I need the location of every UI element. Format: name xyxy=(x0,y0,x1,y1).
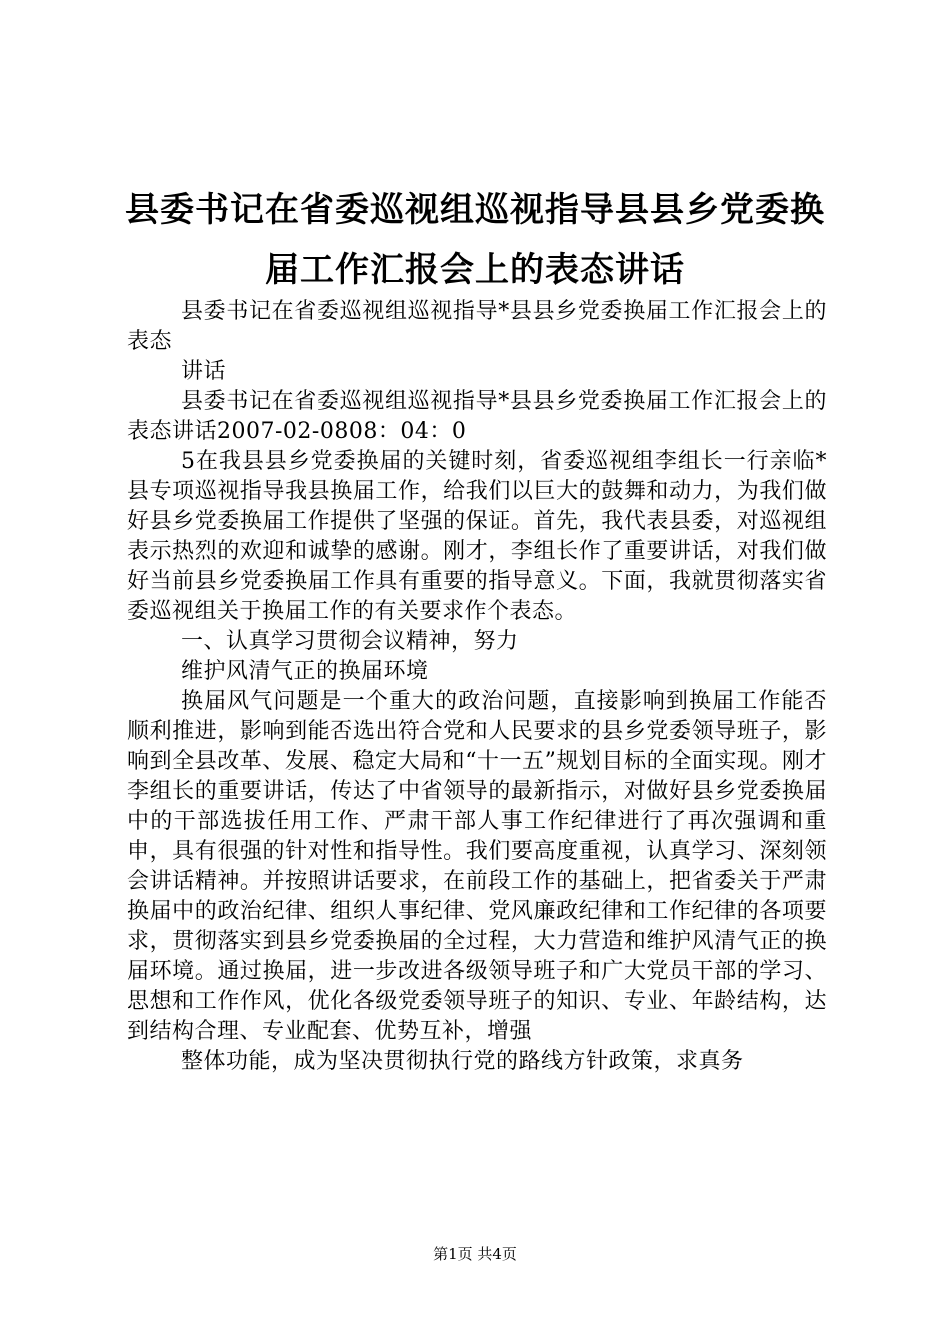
document-title-line-1: 县委书记在省委巡视组巡视指导县县乡党委换 xyxy=(125,190,825,230)
paragraph: 换届风气问题是一个重大的政治问题，直接影响到换届工作能否顺利推进，影响到能否选出符合党和人民要求的县乡党委领导班子，影响到全县改革、发展、稳定大局和“十一五”规划目标的全面实现。刚才李组长的重要讲话，传达了中省领导的最新指示，对做好县乡党委换届中的干部选拔任用工作、严肃干部人事工作纪律进行了再次强调和重申，具有很强的针对性和指导性。我们要高度重视，认真学习、深刻领会讲话精神。并按照讲话要求，在前段工作的基础上，把省委关于严肃换届中的政治纪律、组织人事纪律、党风廉政纪律和工作纪律的各项要求，贯彻落实到县乡党委换届的全过程，大力营造和维护风清气正的换届环境。通过换届，进一步改进各级领导班子和广大党员干部的学习、思想和工作作风，优化各级党委领导班子的知识、专业、年龄结构，达到结构合理、专业配套、优势互补，增强 xyxy=(127,689,827,1044)
section-heading: 一、认真学习贯彻会议精神，努力 xyxy=(181,629,519,654)
paragraph: 5在我县县乡党委换届的关键时刻，省委巡视组李组长一行亲临*县专项巡视指导我县换届工作，给我们以巨大的鼓舞和动力，为我们做好县乡党委换届工作提供了坚强的保证。首先，我代表县委，对巡视组表示热烈的欢迎和诚挚的感谢。刚才，李组长作了重要讲话，对我们做好当前县乡党委换届工作具有重要的指导意义。下面，我就贯彻落实省委巡视组关于换届工作的有关要求作个表态。 xyxy=(127,449,827,624)
paragraph: 县委书记在省委巡视组巡视指导*县县乡党委换届工作汇报会上的表态 xyxy=(127,299,827,354)
page-footer: 第1页 共4页 xyxy=(433,1245,517,1263)
paragraph: 整体功能，成为坚决贯彻执行党的路线方针政策，求真务 xyxy=(181,1049,744,1074)
paragraph: 讲话 xyxy=(181,359,227,384)
paragraph: 县委书记在省委巡视组巡视指导*县县乡党委换届工作汇报会上的表态讲话2007-02-0808：04：0 xyxy=(127,389,827,444)
document-title-line-2: 届工作汇报会上的表态讲话 xyxy=(265,250,685,290)
section-heading-continued: 维护风清气正的换届环境 xyxy=(181,659,429,684)
document-body xyxy=(127,297,827,1077)
